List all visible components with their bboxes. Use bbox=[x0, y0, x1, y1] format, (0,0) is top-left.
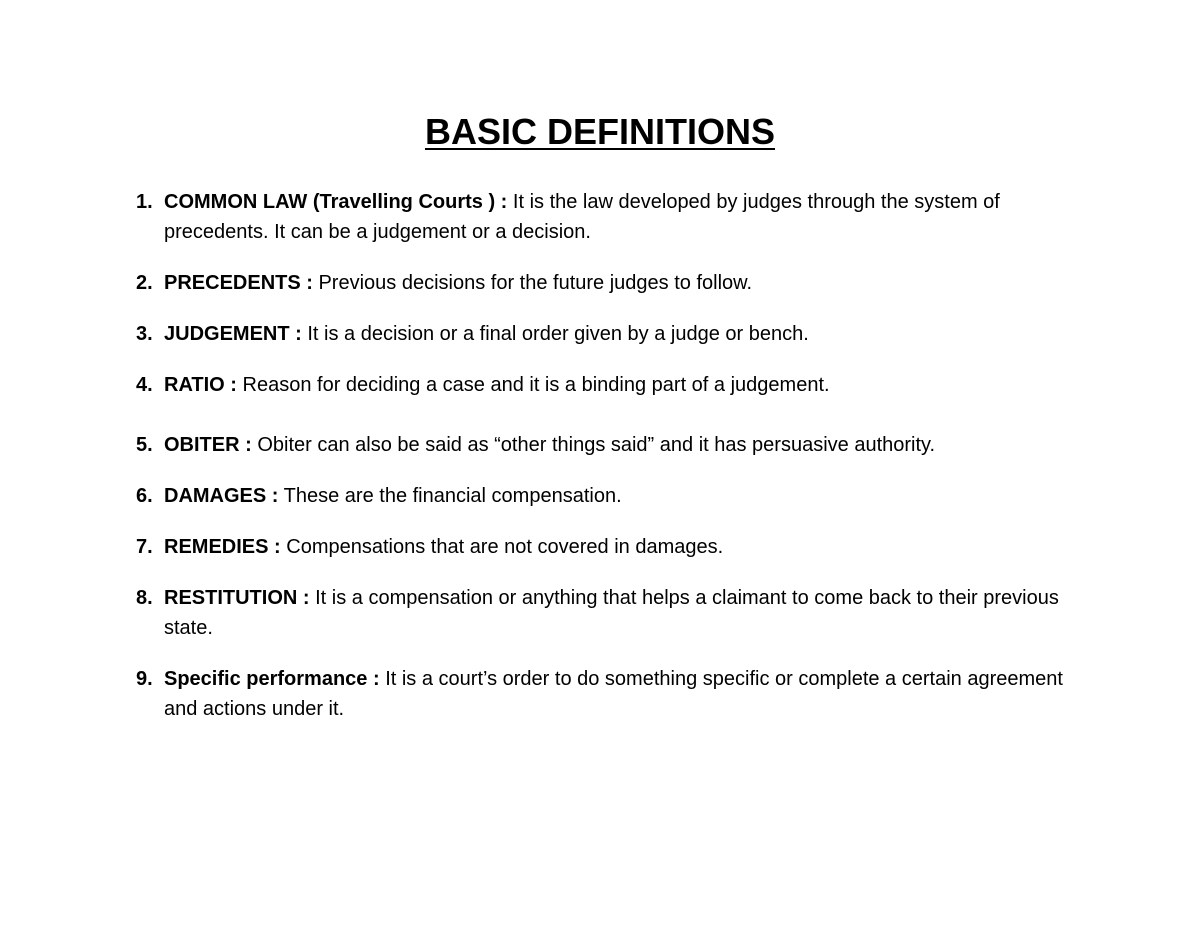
list-item bbox=[136, 583, 1096, 643]
list-item bbox=[136, 664, 1096, 724]
definition-text: Obiter can also be said as “other things said” and it has persuasive authority. bbox=[257, 434, 936, 456]
definition-term: RATIO : bbox=[164, 374, 237, 396]
definition-term: DAMAGES : bbox=[164, 485, 279, 507]
item-number: 2. bbox=[136, 272, 153, 294]
list-item bbox=[136, 370, 1096, 400]
definition-text: It is the law developed by judges through the system of precedents. It can be a judgement or a decision. bbox=[164, 191, 1000, 243]
definition-text: Compensations that are not covered in damages. bbox=[286, 536, 724, 558]
definition-term: JUDGEMENT : bbox=[164, 323, 302, 345]
list-item bbox=[136, 532, 1096, 562]
item-number: 9. bbox=[136, 668, 153, 690]
definition-term: COMMON LAW (Travelling Courts ) : bbox=[164, 191, 508, 213]
definitions-list bbox=[136, 187, 1096, 745]
definition-term: REMEDIES : bbox=[164, 536, 281, 558]
item-number: 4. bbox=[136, 374, 153, 396]
definition-text: It is a court’s order to do something specific or complete a certain agreement and actions under it. bbox=[164, 668, 1063, 720]
definition-text: These are the financial compensation. bbox=[283, 485, 622, 507]
definition-text: Reason for deciding a case and it is a binding part of a judgement. bbox=[242, 374, 830, 396]
list-item bbox=[136, 187, 1096, 247]
item-number: 3. bbox=[136, 323, 153, 345]
item-number: 1. bbox=[136, 191, 153, 213]
definition-text: It is a compensation or anything that helps a claimant to come back to their previous state. bbox=[164, 587, 1059, 639]
list-item bbox=[136, 430, 1096, 460]
list-item bbox=[136, 268, 1096, 298]
item-number: 5. bbox=[136, 434, 153, 456]
definition-term: RESTITUTION : bbox=[164, 587, 310, 609]
item-number: 7. bbox=[136, 536, 153, 558]
list-item bbox=[136, 319, 1096, 349]
item-number: 6. bbox=[136, 485, 153, 507]
definition-text: Previous decisions for the future judges to follow. bbox=[318, 272, 753, 294]
definition-term: OBITER : bbox=[164, 434, 252, 456]
item-number: 8. bbox=[136, 587, 153, 609]
list-item bbox=[136, 481, 1096, 511]
definition-text: It is a decision or a final order given by a judge or bench. bbox=[307, 323, 809, 345]
definition-term: PRECEDENTS : bbox=[164, 272, 313, 294]
page-title: BASIC DEFINITIONS bbox=[424, 111, 775, 152]
definition-term: Specific performance : bbox=[164, 668, 380, 690]
